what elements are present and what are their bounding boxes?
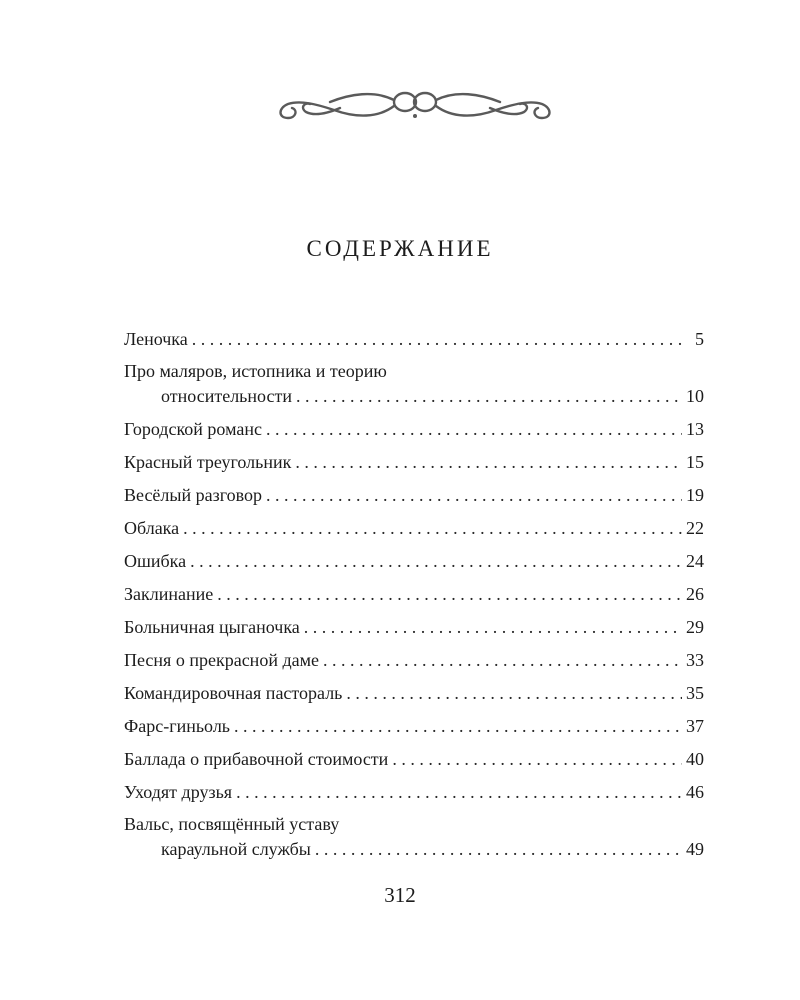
toc-entry-line bbox=[124, 326, 704, 352]
toc-entry-title: Городской романс bbox=[124, 419, 262, 439]
toc-entry-page: 49 bbox=[686, 839, 704, 859]
toc-entry-title: Ошибка bbox=[124, 551, 187, 571]
toc-entry-line bbox=[124, 515, 704, 541]
toc-entry bbox=[124, 515, 704, 548]
dot-leader bbox=[230, 713, 682, 739]
toc-entry-title: Облака bbox=[124, 518, 180, 538]
toc-entry-page: 40 bbox=[686, 749, 704, 769]
toc-entry-line bbox=[124, 383, 704, 409]
toc-entry-title-line: Про маляров, истопника и теорию bbox=[124, 361, 387, 381]
toc-entry bbox=[124, 713, 704, 746]
toc-entry-line bbox=[124, 449, 704, 475]
toc-entry-page: 22 bbox=[686, 518, 704, 538]
toc-entry bbox=[124, 326, 704, 359]
toc-entry-page: 24 bbox=[686, 551, 704, 571]
toc-entry-title: Баллада о прибавочной стоимости bbox=[124, 749, 389, 769]
toc-entry-line bbox=[124, 836, 704, 862]
toc-entry-title: Весёлый разговор bbox=[124, 485, 263, 505]
toc-entry-page: 29 bbox=[686, 617, 704, 637]
dot-leader bbox=[262, 416, 682, 442]
toc-entry bbox=[124, 614, 704, 647]
toc-entry-title: Фарс-гиньоль bbox=[124, 716, 231, 736]
dot-leader bbox=[213, 581, 682, 607]
toc-entry-title: Больничная цыганочка bbox=[124, 617, 300, 637]
dot-leader bbox=[319, 647, 682, 673]
page-title: СОДЕРЖАНИЕ bbox=[306, 236, 494, 261]
toc-entry-line bbox=[124, 581, 704, 607]
toc-entry-line bbox=[124, 746, 704, 772]
toc-entry-page: 19 bbox=[686, 485, 704, 505]
toc-entry-title-line: Вальс, посвящённый уставу bbox=[124, 814, 340, 834]
toc-entry-title: Леночка bbox=[124, 329, 188, 349]
toc-entry-title: Командировочная пастораль bbox=[124, 683, 343, 703]
toc-entry-page: 13 bbox=[686, 419, 704, 439]
toc-entry-line bbox=[124, 548, 704, 574]
toc-entry bbox=[124, 449, 704, 482]
dot-leader bbox=[188, 326, 682, 352]
toc-entry-page: 35 bbox=[686, 683, 704, 703]
flourish-ornament-icon bbox=[270, 86, 560, 126]
toc-entry-line bbox=[124, 416, 704, 442]
toc-entry bbox=[124, 647, 704, 680]
toc-entry-page: 33 bbox=[686, 650, 704, 670]
dot-leader bbox=[232, 779, 682, 805]
toc-entry-line bbox=[124, 779, 704, 805]
toc-entry-page: 46 bbox=[686, 782, 704, 802]
toc-entry-title: относительности bbox=[161, 386, 292, 406]
dot-leader bbox=[300, 614, 682, 640]
toc-entry-title: Уходят друзья bbox=[124, 782, 233, 802]
toc-entry bbox=[124, 812, 704, 869]
toc-entry bbox=[124, 581, 704, 614]
toc-entry bbox=[124, 680, 704, 713]
toc-entry-line bbox=[124, 614, 704, 640]
toc-entry-page: 10 bbox=[686, 386, 704, 406]
toc-entry-title: караульной службы bbox=[161, 839, 311, 859]
table-of-contents bbox=[124, 326, 704, 869]
dot-leader bbox=[179, 515, 682, 541]
toc-entry bbox=[124, 482, 704, 515]
toc-entry bbox=[124, 548, 704, 581]
toc-entry-page: 5 bbox=[695, 329, 704, 349]
toc-entry bbox=[124, 746, 704, 779]
dot-leader bbox=[292, 383, 682, 409]
toc-entry-title: Песня о прекрасной даме bbox=[124, 650, 319, 670]
toc-entry-title: Красный треугольник bbox=[124, 452, 292, 472]
toc-entry bbox=[124, 359, 704, 416]
toc-entry-page: 37 bbox=[686, 716, 704, 736]
dot-leader bbox=[311, 836, 682, 862]
toc-entry bbox=[124, 779, 704, 812]
toc-entry bbox=[124, 416, 704, 449]
page-number: 312 bbox=[384, 883, 416, 907]
toc-entry-page: 26 bbox=[686, 584, 704, 604]
dot-leader bbox=[342, 680, 682, 706]
toc-entry-line bbox=[124, 713, 704, 739]
dot-leader bbox=[186, 548, 682, 574]
dot-leader bbox=[291, 449, 682, 475]
toc-entry-title: Заклинание bbox=[124, 584, 214, 604]
dot-leader bbox=[388, 746, 682, 772]
dot-leader bbox=[262, 482, 682, 508]
toc-entry-line bbox=[124, 647, 704, 673]
toc-entry-page: 15 bbox=[686, 452, 704, 472]
toc-entry-line bbox=[124, 482, 704, 508]
toc-entry-line bbox=[124, 680, 704, 706]
